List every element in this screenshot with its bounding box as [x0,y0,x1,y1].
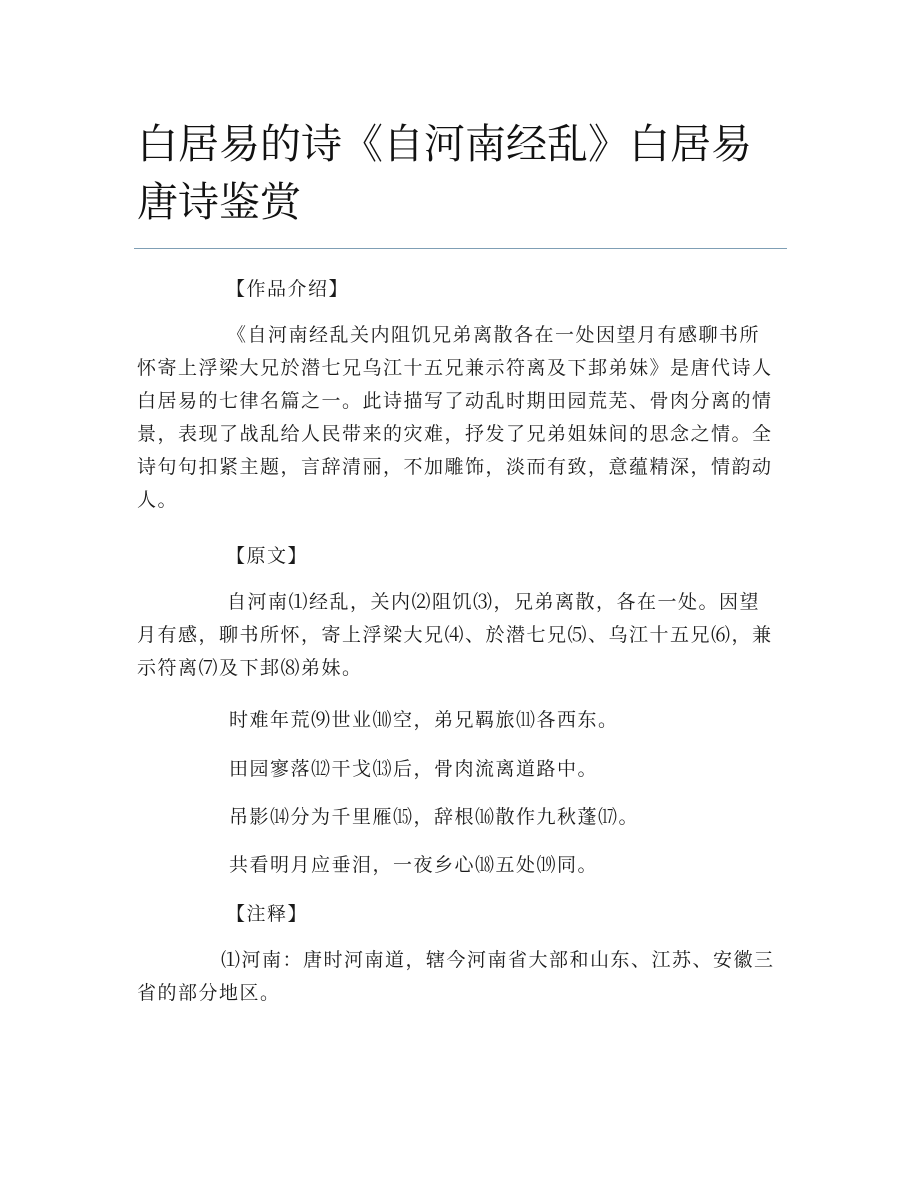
original-preface: 自河南⑴经乱，关内⑵阻饥⑶，兄弟离散，各在一处。因望月有感，聊书所怀，寄上浮梁大兄⑷、於潜七兄⑸、乌江十五兄⑹，兼示符离⑺及下邽⑻弟妹。 [137,591,773,679]
section-heading-notes: 【注释】 [226,903,309,925]
verse-line-3: 吊影⒁分为千里雁⒂，辞根⒃散作九秋蓬⒄。 [229,806,640,828]
section-heading-original: 【原文】 [226,545,309,567]
page-title: 白居易的诗《自河南经乱》白居易唐诗鉴赏 [137,120,752,226]
verse-line-4: 共看明月应垂泪，一夜乡心⒅五处⒆同。 [229,854,599,876]
intro-paragraph: 《自河南经乱关内阻饥兄弟离散各在一处因望月有感聊书所怀寄上浮梁大兄於潜七兄乌江十五兄兼示符离及下邽弟妹》是唐代诗人白居易的七律名篇之一。此诗描写了动乱时期田园荒芜、骨肉分离的情景，表现了战乱给人民带来的灾难，抒发了兄弟姐妹间的思念之情。全诗句句扣紧主题，言辞清丽，不加雕饰，淡而有致，意蕴精深，情韵动人。 [137,324,773,511]
verse-line-2: 田园寥落⑿干戈⒀后，骨肉流离道路中。 [229,758,599,780]
section-heading-intro: 【作品介绍】 [226,278,350,300]
title-divider [134,248,787,249]
note-1: ⑴河南：唐时河南道，辖今河南省大部和山东、江苏、安徽三省的部分地区。 [137,949,775,1004]
verse-line-1: 时难年荒⑼世业⑽空，弟兄羁旅⑾各西东。 [229,709,619,731]
